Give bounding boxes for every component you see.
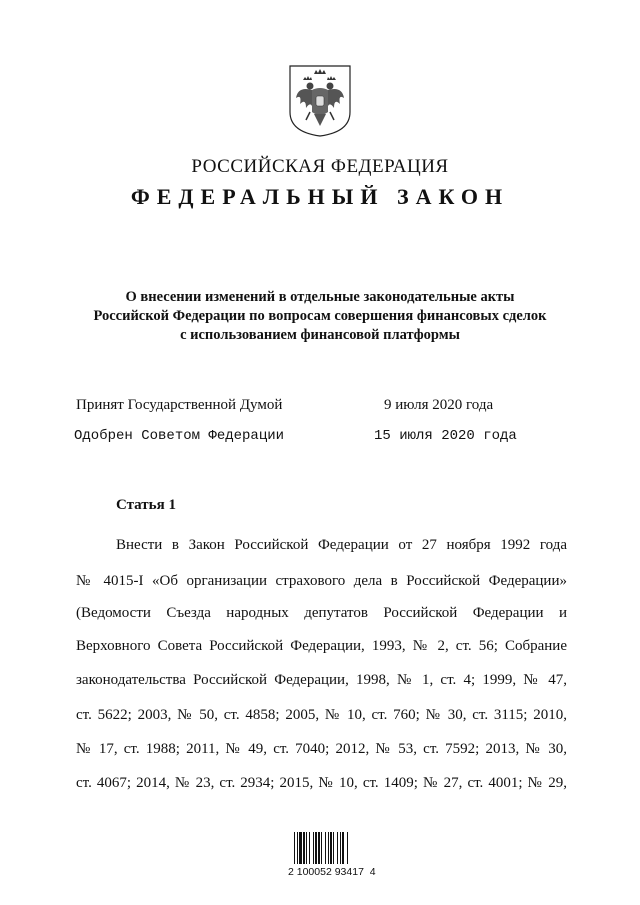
council-approval-date: 15 июля 2020 года <box>374 428 517 444</box>
article-text-line: ст. 5622; 2003, № 50, ст. 4858; 2005, № 10, ст. 760; № 30, ст. 3115; 2010, <box>76 707 567 723</box>
russian-coat-of-arms-icon <box>288 64 352 138</box>
law-type: ФЕДЕРАЛЬНЫЙ ЗАКОН <box>130 184 510 209</box>
article-text-line: № 4015-I «Об организации страхового дела в Российской Федерации» <box>76 573 567 589</box>
article-text-line: Верховного Совета Российской Федерации, 1993, № 2, ст. 56; Собрание <box>76 638 567 654</box>
article-text-line: законодательства Российской Федерации, 1998, № 1, ст. 4; 1999, № 47, <box>76 672 567 688</box>
law-title-line: с использованием финансовой платформы <box>180 327 460 343</box>
law-title-line: Российской Федерации по вопросам совершения финансовых сделок <box>93 308 547 324</box>
article-text-line: № 17, ст. 1988; 2011, № 49, ст. 7040; 2012, № 53, ст. 7592; 2013, № 30, <box>76 741 567 757</box>
article-text-line: (Ведомости Съезда народных депутатов Российской Федерации и <box>76 605 567 621</box>
law-title-line: О внесении изменений в отдельные законодательные акты <box>125 289 515 305</box>
duma-adoption-date: 9 июля 2020 года <box>384 397 494 413</box>
country-name: РОССИЙСКАЯ ФЕДЕРАЦИЯ <box>191 156 449 177</box>
duma-adoption-label: Принят Государственной Думой <box>76 397 283 413</box>
barcode-number: 2 100052 93417 4 <box>288 866 376 878</box>
article-text-line: ст. 4067; 2014, № 23, ст. 2934; 2015, № 10, ст. 1409; № 27, ст. 4001; № 29, <box>76 775 567 791</box>
council-approval-label: Одобрен Советом Федерации <box>74 428 285 444</box>
article-heading: Статья 1 <box>116 497 176 513</box>
law-title <box>60 288 580 345</box>
article-text-line: Внести в Закон Российской Федерации от 27 ноября 1992 года <box>116 537 567 553</box>
